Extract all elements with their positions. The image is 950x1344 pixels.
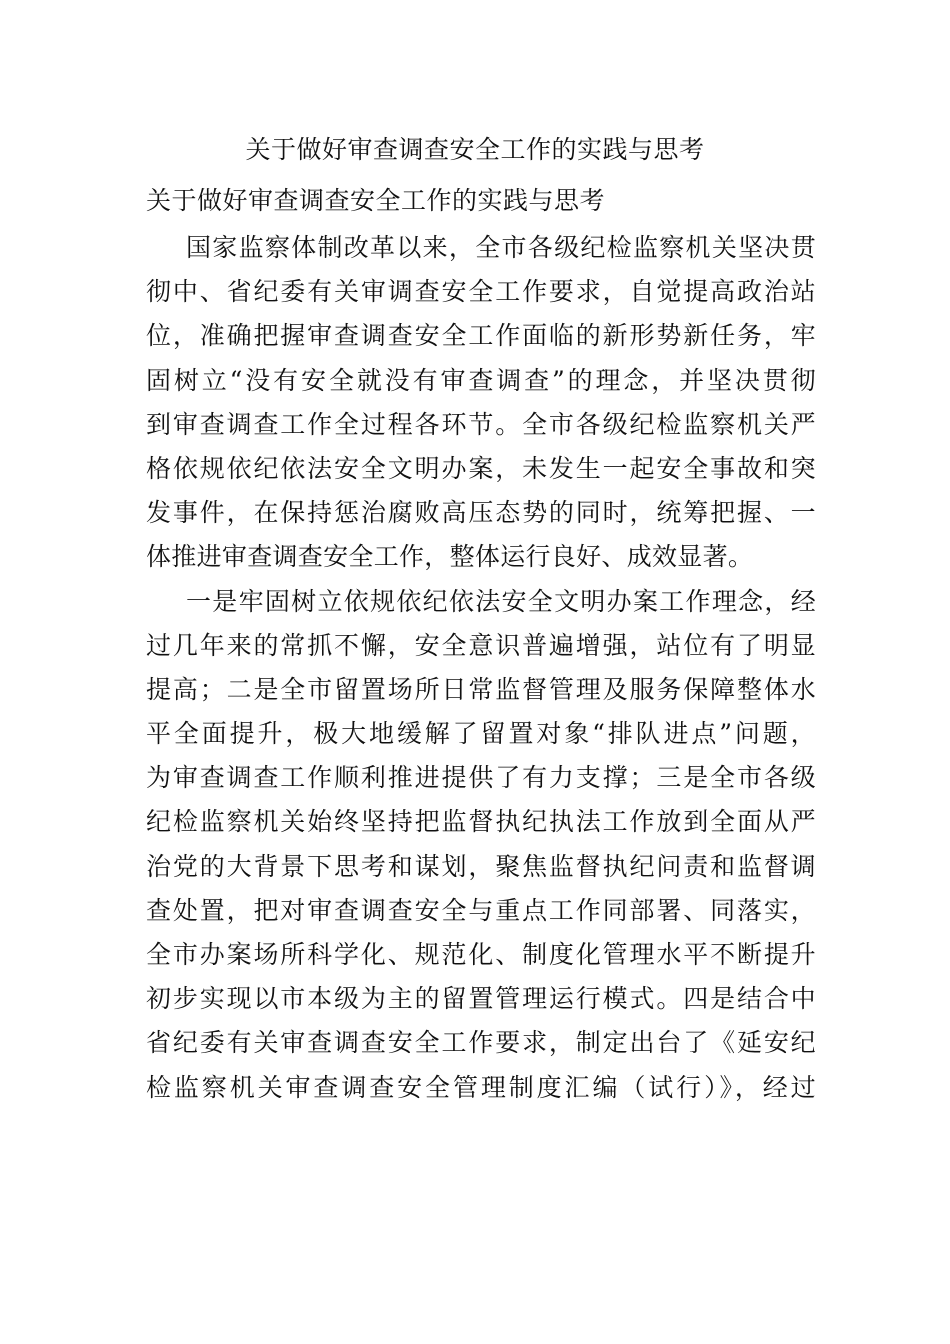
paragraph-line: 查处置，把对审查调查安全与重点工作同部署、同落实， bbox=[146, 895, 816, 925]
paragraph-line: 格依规依纪依法安全文明办案，未发生一起安全事故和突 bbox=[146, 453, 816, 483]
paragraph-line: 固树立“没有安全就没有审查调查”的理念，并坚决贯彻 bbox=[146, 365, 816, 395]
paragraph-1 bbox=[146, 226, 816, 580]
paragraph-line: 为审查调查工作顺利推进提供了有力支撑；三是全市各级 bbox=[146, 763, 816, 793]
paragraph-line: 省纪委有关审查调查安全工作要求，制定出台了《延安纪 bbox=[146, 1028, 816, 1058]
document-subtitle: 关于做好审查调查安全工作的实践与思考 bbox=[146, 186, 606, 215]
paragraph-line: 国家监察体制改革以来，全市各级纪检监察机关坚决贯 bbox=[186, 233, 816, 262]
paragraph-line: 过几年来的常抓不懈，安全意识普遍增强，站位有了明显 bbox=[146, 630, 816, 660]
paragraph-line: 发事件，在保持惩治腐败高压态势的同时，统筹把握、一 bbox=[146, 498, 816, 528]
paragraph-line: 平全面提升，极大地缓解了留置对象“排队进点”问题， bbox=[146, 719, 816, 749]
paragraph-line: 体推进审查调查安全工作，整体运行良好、成效显著。 bbox=[146, 542, 754, 572]
paragraph-line: 位，准确把握审查调查安全工作面临的新形势新任务，牢 bbox=[146, 321, 816, 351]
document-title: 关于做好审查调查安全工作的实践与思考 bbox=[245, 135, 705, 164]
paragraph-line: 全市办案场所科学化、规范化、制度化管理水平不断提升 bbox=[146, 940, 816, 969]
paragraph-line: 一是牢固树立依规依纪依法安全文明办案工作理念，经 bbox=[186, 586, 816, 616]
paragraph-line: 到审查调查工作全过程各环节。全市各级纪检监察机关严 bbox=[146, 409, 816, 439]
paragraph-line: 彻中、省纪委有关审调查安全工作要求，自觉提高政治站 bbox=[146, 277, 816, 307]
paragraph-line: 提高；二是全市留置场所日常监督管理及服务保障整体水 bbox=[146, 674, 816, 704]
paragraph-line: 初步实现以市本级为主的留置管理运行模式。四是结合中 bbox=[146, 984, 816, 1014]
paragraph-line: 纪检监察机关始终坚持把监督执纪执法工作放到全面从严 bbox=[146, 807, 816, 837]
paragraph-line: 治党的大背景下思考和谋划，聚焦监督执纪问责和监督调 bbox=[146, 851, 816, 881]
document-body bbox=[146, 226, 816, 1110]
paragraph-line: 检监察机关审查调查安全管理制度汇编（试行）》，经过 bbox=[146, 1072, 816, 1102]
paragraph-2 bbox=[146, 580, 816, 1110]
